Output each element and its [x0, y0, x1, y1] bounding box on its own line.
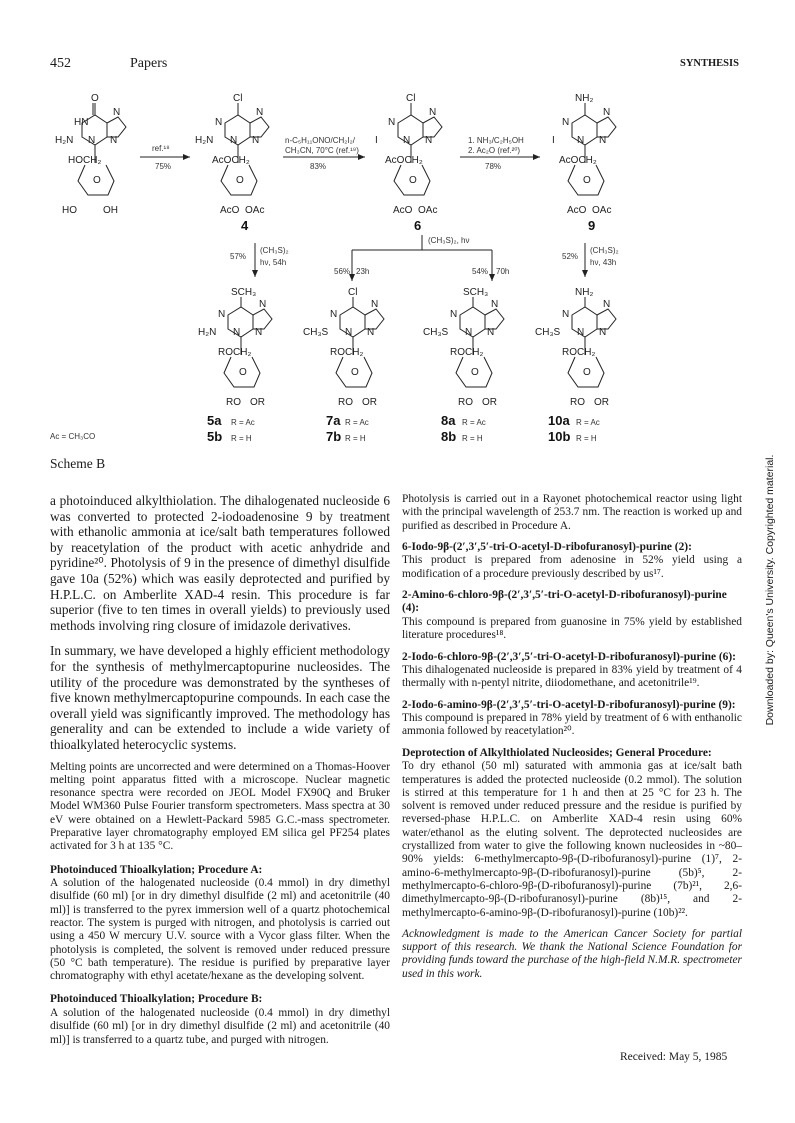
atom-label: OR — [250, 397, 265, 408]
arrow-label: 83% — [310, 162, 327, 171]
paragraph: To dry ethanol (50 ml) saturated with ammonia gas at ice/salt bath temperatures is added the protected nucleoside (0.2 mmol). The solution is stirred at this temperature for 1 h and then at 25 °C for 23 h. The solvent is removed under reduced pressure and the residue is purified by reversed-phase H.P.L.C. on Amberlite XAD-4 resin using 60% water/ethanol as the eluting solvent. The deprotected nucleosides are crystallized from water to give the following known nucleosides in ~80–90% yields: 6-methylmercapto-9β-(D-ribofuranosyl)-purine (1)⁷, 2-amino-6-methylmercapto-9β-(D-ribofuranosyl)-purine (5b)⁵, 2-methylmercapto-6-chloro-9β-(D-ribofuranosyl)-purine (7b)²¹, 2,6-dimethylmercapto-9β-(D-ribofuranosyl)-purine (8b)¹⁵, and 2-methylmercapto-6-amino-9β-(D-ribofuranosyl)-purine (10b)²². — [402, 760, 742, 919]
atom-label: I — [552, 135, 555, 146]
section-heading: Photoinduced Thioalkylation; Procedure A: — [50, 863, 263, 876]
atom-label: Cl — [233, 93, 243, 104]
atom-label: N — [345, 327, 353, 338]
atom-label: N — [491, 299, 499, 310]
atom-label: NH₂ — [575, 287, 594, 298]
arrow-label: 52% — [562, 252, 579, 261]
atom-label: N — [113, 107, 121, 118]
atom-label: O — [236, 175, 244, 186]
paragraph: Photolysis is carried out in a Rayonet photochemical reactor using light with the principal wavelength of 253.7 nm. The reaction is worked up and purified as described in Procedure A. — [402, 493, 742, 532]
compound-6: 6 — [414, 218, 422, 233]
atom-label: O — [583, 175, 591, 186]
compound-8b: 8b — [441, 429, 457, 444]
atom-label: ROCH₂ — [218, 347, 252, 358]
atom-label: I — [375, 135, 378, 146]
atom-label: N — [599, 327, 607, 338]
atom-label: O — [409, 175, 417, 186]
compound-7a: 7a — [326, 413, 341, 428]
arrow-label: 56% — [334, 267, 351, 276]
received-date: Received: May 5, 1985 — [620, 1051, 728, 1063]
acknowledgment: Acknowledgment is made to the American Cancer Society for partial support of this research. We thank the National Science Foundation for providing funds toward the purchase of the high-field N.M.R. spectrometer used in this work. — [402, 927, 742, 980]
section-heading: 6-Iodo-9β-(2′,3′,5′-tri-O-acetyl-D-ribofuranosyl)-purine (2): — [402, 540, 692, 553]
section-heading: 2-Amino-6-chloro-9β-(2′,3′,5′-tri-O-acetyl-D-ribofuranosyl)-purine (4): — [402, 588, 727, 615]
atom-label: N — [599, 135, 607, 146]
atom-label: N — [429, 107, 437, 118]
atom-label: N — [577, 327, 585, 338]
atom-label: AcOCH₂ — [559, 155, 597, 166]
atom-label: OAc — [418, 205, 438, 216]
section-heading: Photoinduced Thioalkylation; Procedure B: — [50, 993, 263, 1006]
paragraph: a photoinduced alkylthiolation. The dihalogenated nucleoside 6 was converted to protected 2-iodoadenosine 9 by treatment with ethanolic ammonia at ice/salt bath temperatures followed by reacetylation of the product with acetic anhydride and pyridine²⁰. Photolysis of 9 in the presence of dimethyl disulfide gave 10a (52%) which was easily deprotected and purified by H.P.L.C. on Amberlite XAD-4 resin. This procedure is far superior (five to ten times in overall yields) to previously used methods involving ring closure of imidazole derivatives. — [50, 493, 390, 633]
arrow-label: CH₃CN, 70°C (ref.¹⁹) — [285, 146, 359, 155]
r-group-label: R = Ac — [576, 418, 600, 427]
compound-5b: 5b — [207, 429, 223, 444]
r-group-label: R = Ac — [345, 418, 369, 427]
arrow-label: 1. NH₃/C₂H₅OH — [468, 136, 524, 145]
arrow-label: hν, 43h — [590, 258, 617, 267]
atom-label: N — [218, 309, 226, 320]
r-group-label: R = Ac — [231, 418, 255, 427]
atom-label: N — [465, 327, 473, 338]
atom-label: SCH₃ — [463, 287, 489, 298]
arrow-label: 75% — [155, 162, 172, 171]
right-column — [402, 493, 742, 981]
paragraph: A solution of the halogenated nucleoside (0.4 mmol) in dry dimethyl disulfide (60 ml) [or in dry dimethyl disulfide (2 ml) and acetonitrile (40 ml)] is transferred to a quartz tube, and purged with nitrogen. — [50, 1006, 390, 1046]
section-heading: 2-Iodo-6-amino-9β-(2′,3′,5′-tri-O-acetyl-D-ribofuranosyl)-purine (9): — [402, 698, 736, 711]
atom-label: AcO — [220, 205, 240, 216]
atom-label: N — [255, 327, 263, 338]
compound-9: 9 — [588, 218, 596, 233]
atom-label: OR — [594, 397, 609, 408]
atom-label: AcOCH₂ — [385, 155, 423, 166]
atom-label: Cl — [406, 93, 416, 104]
paragraph: Melting points are uncorrected and were determined on a Thomas-Hoover melting point apparatus fitted with a microscope. Nuclear magnetic resonance spectra were recorded on JEOL Model FX90Q and Bruker Model WM360 Pulse Fourier transform spectrometers. Mass spectra at 30 eV were obtained on a Hewlett-Packard 5985 G.C.-mass spectrometer. Preparative layer chromatography employed EM silica gel PF254 plates activated for 3 h at 135 °C. — [50, 760, 390, 853]
arrow-label: 57% — [230, 252, 247, 261]
atom-label: AcO — [393, 205, 413, 216]
r-group-label: R = H — [462, 434, 483, 443]
r-group-label: R = H — [345, 434, 366, 443]
atom-label: HOCH₂ — [68, 155, 102, 166]
atom-label: H₂N — [198, 327, 217, 338]
paragraph: This compound is prepared in 78% yield by treatment of 6 with enthanolic ammonia followed by reacetylation²⁰. — [402, 712, 742, 738]
arrow-label: (CH₃S)₂ — [260, 246, 289, 255]
arrow-label: (CH₃S)₂ — [590, 246, 619, 255]
arrow-label: 2. Ac₂O (ref.²⁰) — [468, 146, 521, 155]
atom-label: N — [603, 299, 611, 310]
atom-label: N — [577, 135, 585, 146]
atom-label: N — [562, 117, 570, 128]
atom-label: N — [230, 135, 238, 146]
section-name: Papers — [130, 56, 168, 71]
arrow-label: 78% — [485, 162, 502, 171]
journal-name: SYNTHESIS — [680, 58, 739, 69]
r-group-label: R = H — [576, 434, 597, 443]
atom-label: SCH₃ — [231, 287, 257, 298]
atom-label: RO — [570, 397, 585, 408]
atom-label: O — [239, 367, 247, 378]
paragraph: This dihalogenated nucleoside is prepared in 83% yield by treatment of 4 thermally with n-pentyl nitrite, diiodomethane, and acetonitrile¹⁹. — [402, 664, 742, 690]
atom-label: OH — [103, 205, 118, 216]
atom-label: RO — [226, 397, 241, 408]
atom-label: NH₂ — [575, 93, 594, 104]
compound-8a: 8a — [441, 413, 456, 428]
atom-label: RO — [458, 397, 473, 408]
atom-label: OR — [362, 397, 377, 408]
arrow-label: 70h — [496, 267, 510, 276]
atom-label: OAc — [592, 205, 612, 216]
atom-label: N — [425, 135, 433, 146]
atom-label: ROCH₂ — [330, 347, 364, 358]
atom-label: CH₃S — [303, 327, 329, 338]
atom-label: N — [403, 135, 411, 146]
reaction-scheme — [0, 85, 795, 475]
atom-label: N — [252, 135, 260, 146]
atom-label: N — [371, 299, 379, 310]
arrow-label: n-C₅H₁₁ONO/CH₂I₂/ — [285, 136, 355, 145]
r-group-label: R = Ac — [462, 418, 486, 427]
atom-label: OR — [482, 397, 497, 408]
atom-label: N — [233, 327, 241, 338]
arrow-label: 54% — [472, 267, 489, 276]
atom-label: O — [351, 367, 359, 378]
atom-label: N — [367, 327, 375, 338]
page-number: 452 — [50, 56, 71, 71]
atom-label: ROCH₂ — [450, 347, 484, 358]
atom-label: HO — [62, 205, 77, 216]
atom-label: RO — [338, 397, 353, 408]
atom-label: N — [487, 327, 495, 338]
compound-10a: 10a — [548, 413, 570, 428]
abbreviation: Ac = CH₃CO — [50, 432, 96, 441]
download-watermark: Downloaded by: Queen's University. Copyrighted material. — [764, 454, 776, 726]
left-column — [50, 493, 390, 1047]
atom-label: N — [330, 309, 338, 320]
atom-label: H₂N — [55, 135, 74, 146]
section-heading: 2-Iodo-6-chloro-9β-(2′,3′,5′-tri-O-acetyl-D-ribofuranosyl)-purine (6): — [402, 650, 736, 663]
paragraph: In summary, we have developed a highly efficient methodology for the synthesis of methylmercaptopurine nucleosides. The utility of the procedure was demonstrated by the syntheses of five known methylmercaptopurine compounds. In each case the overall yield was significantly improved. The methodology has generality and can be extended to include a wide variety of thioalkylated heterocyclic systems. — [50, 643, 390, 752]
atom-label: N — [259, 299, 267, 310]
atom-label: Cl — [348, 287, 358, 298]
atom-label: ROCH₂ — [562, 347, 596, 358]
section-heading: Deprotection of Alkylthiolated Nucleosides; General Procedure: — [402, 746, 712, 759]
paragraph: This compound is prepared from guanosine in 75% yield by established literature procedures¹⁸. — [402, 615, 742, 642]
atom-label: O — [91, 93, 99, 104]
arrow-label: hν, 54h — [260, 258, 287, 267]
atom-label: N — [388, 117, 396, 128]
atom-label: CH₃S — [423, 327, 449, 338]
scheme-caption: Scheme B — [50, 456, 106, 471]
atom-label: N — [215, 117, 223, 128]
atom-label: H₂N — [195, 135, 214, 146]
atom-label: OAc — [245, 205, 265, 216]
atom-label: AcOCH₂ — [212, 155, 250, 166]
atom-label: O — [471, 367, 479, 378]
atom-label: N — [110, 135, 118, 146]
paragraph: This product is prepared from adenosine in 52% yield using a modification of a procedure previously described by us¹⁷. — [402, 554, 742, 580]
arrow-label: (CH₃S)₂, hν — [428, 236, 470, 245]
atom-label: N — [562, 309, 570, 320]
atom-label: N — [603, 107, 611, 118]
atom-label: O — [93, 175, 101, 186]
atom-label: N — [256, 107, 264, 118]
compound-10b: 10b — [548, 429, 571, 444]
atom-label: N — [88, 135, 96, 146]
compound-4: 4 — [241, 218, 249, 233]
compound-5a: 5a — [207, 413, 222, 428]
atom-label: CH₃S — [535, 327, 561, 338]
atom-label: O — [583, 367, 591, 378]
atom-label: AcO — [567, 205, 587, 216]
atom-label: N — [450, 309, 458, 320]
arrow-label: ref.¹⁸ — [152, 144, 170, 153]
paragraph: A solution of the halogenated nucleoside (0.4 mmol) in dry dimethyl disulfide (60 ml) [or in dry dimethyl disulfide (2 ml) and acetonitrile (40 ml)] is transferred to the pyrex immersion well of a quartz photochemical reactor. The system is purged with nitrogen, and photolysis is carried out using a 450 W mercury U.V. source with a Vycor glass filter. When the photolysis is completed, the solvent is removed under reduced pressure (50 °C bath temperature). The residue is purified by preparative layer chromatography with ethyl acetate/hexane as the developing solvent. — [50, 877, 390, 983]
r-group-label: R = H — [231, 434, 252, 443]
arrow-label: 23h — [356, 267, 370, 276]
compound-7b: 7b — [326, 429, 342, 444]
atom-label: HN — [74, 117, 89, 128]
